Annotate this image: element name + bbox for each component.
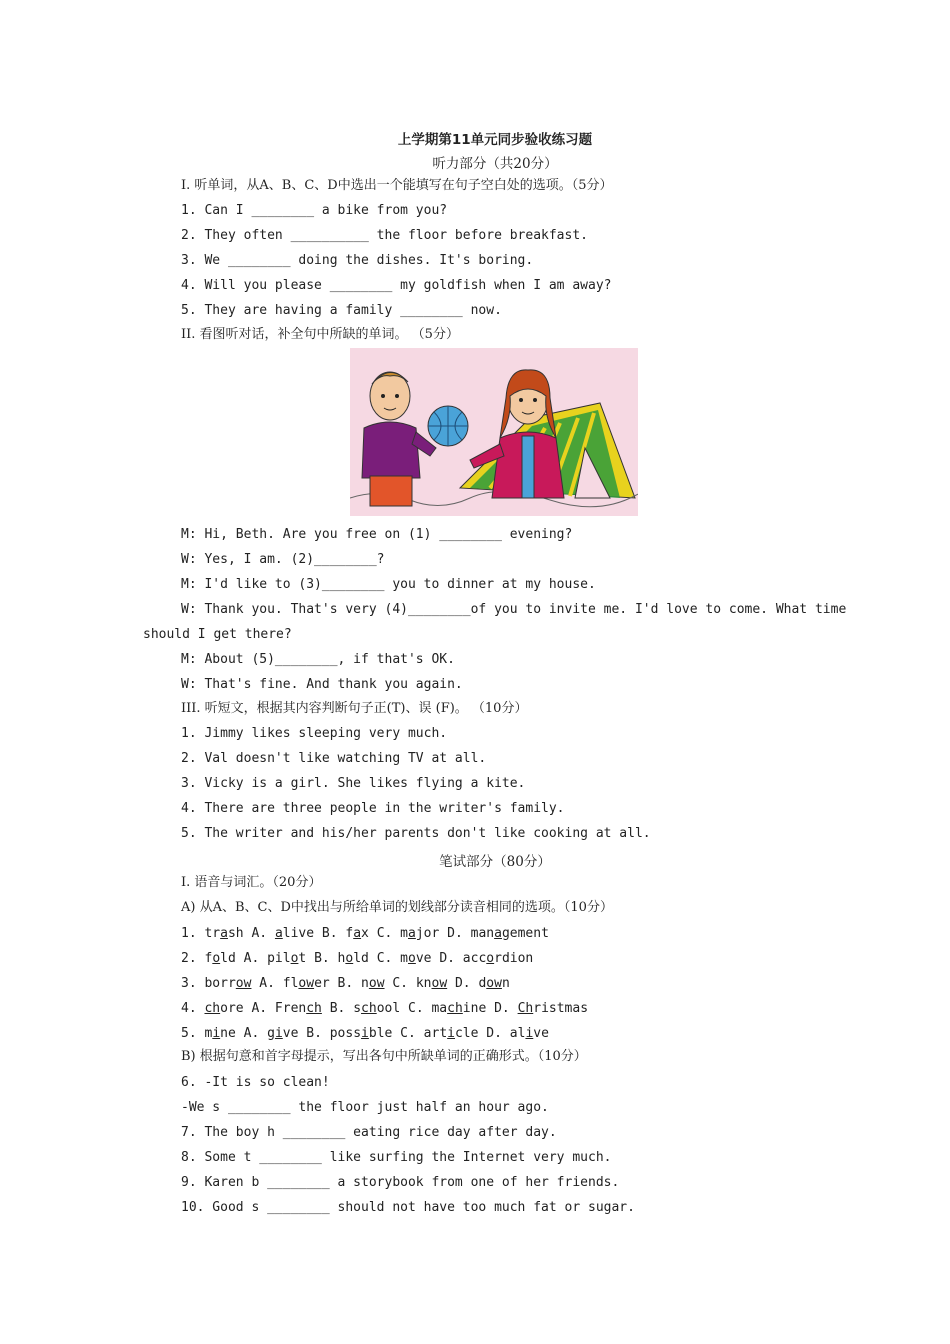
phonics-text: ore A. Fren [220, 1001, 307, 1016]
underlined-letters: a [274, 926, 283, 941]
part1-item: 3. We ________ doing the dishes. It's boring. [181, 253, 534, 268]
part3-item: 2. Val doesn't like watching TV at all. [181, 751, 487, 766]
phonics-item [181, 951, 533, 967]
phonics-text: er B. n [314, 976, 369, 991]
fill-item: 8. Some t ________ like surfing the Internet very much. [181, 1150, 612, 1165]
phonics-text: D. d [447, 976, 487, 991]
part2-heading: II. 看图听对话，补全句中所缺的单词。 （5分） [181, 327, 459, 342]
underlined-letters: ow [298, 976, 315, 991]
phonics-text: 1. tr [181, 926, 221, 941]
underlined-letters: o [290, 951, 299, 966]
phonics-text: ne A. g [220, 1026, 275, 1041]
dialogue-line: M: About (5)________, if that's OK. [181, 652, 455, 667]
phonics-text: ristmas [533, 1001, 589, 1016]
underlined-letters: o [345, 951, 354, 966]
underlined-letters: a [353, 926, 362, 941]
underlined-letters: o [212, 951, 221, 966]
fill-item: 10. Good s ________ should not have too much fat or sugar. [181, 1200, 635, 1215]
phonics-text: rdion [494, 951, 534, 966]
underlined-letters: i [447, 1026, 455, 1041]
underlined-letters: a [494, 926, 502, 941]
phonics-text: A. fl [251, 976, 299, 991]
dialogue-line: M: I'd like to (3)________ you to dinner at my house. [181, 577, 596, 592]
basketball-icon [428, 406, 468, 446]
phonics-text: x C. m [361, 926, 409, 941]
underlined-letters: ch [306, 1001, 322, 1016]
underlined-letters: ow [235, 976, 252, 991]
underlined-letters: ow [368, 976, 385, 991]
underlined-letters: a [408, 926, 416, 941]
phonics-text: 4. [181, 1001, 205, 1016]
fill-item: -We s ________ the floor just half an hour ago. [181, 1100, 549, 1115]
part1-item: 4. Will you please ________ my goldfish when I am away? [181, 278, 612, 293]
underlined-letters: i [525, 1026, 534, 1041]
underlined-letters: a [220, 926, 228, 941]
phonics-text: B. s [321, 1001, 362, 1016]
phonics-item [181, 1026, 549, 1042]
phonics-item [181, 926, 549, 942]
underlined-letters: Ch [517, 1001, 534, 1016]
phonics-text: ve D. acc [415, 951, 487, 966]
fill-item: 9. Karen b ________ a storybook from one of her friends. [181, 1175, 620, 1190]
page-title: 上学期第11单元同步验收练习题 [397, 132, 593, 148]
phonics-text: sh A. [227, 926, 275, 941]
part1-heading: I. 听单词，从A、B、C、D中选出一个能填写在句子空白处的选项。（5分） [181, 178, 613, 193]
underlined-letters: ch [204, 1001, 221, 1016]
written-header: 笔试部分（80分） [439, 854, 551, 870]
underlined-letters: o [408, 951, 416, 966]
fill-item: 6. -It is so clean! [181, 1075, 330, 1090]
phonics-text: jor D. man [415, 926, 495, 941]
underlined-letters: ch [447, 1001, 463, 1016]
phonics-text: ld C. m [353, 951, 409, 966]
phonics-text: ve [533, 1026, 549, 1041]
phonics-text: ve B. poss [282, 1026, 362, 1041]
phonics-text: 2. f [181, 951, 213, 966]
underlined-letters: i [361, 1026, 369, 1041]
dialogue-line: W: Thank you. That's very (4)________of you to invite me. I'd love to come. What time [181, 602, 847, 617]
fill-item: 7. The boy h ________ eating rice day after day. [181, 1125, 557, 1140]
phonics-text: cle D. al [454, 1026, 526, 1041]
dialogue-illustration [350, 348, 638, 516]
dialogue-line: M: Hi, Beth. Are you free on (1) ________ evening? [181, 527, 573, 542]
section1-heading: I. 语音与词汇。（20分） [181, 875, 322, 890]
underlined-letters: i [274, 1026, 283, 1041]
underlined-letters: i [212, 1026, 221, 1041]
part3-item: 1. Jimmy likes sleeping very much. [181, 726, 448, 741]
part1-item: 2. They often __________ the floor before breakfast. [181, 228, 588, 243]
phonics-text: gement [501, 926, 549, 941]
dialogue-line: W: That's fine. And thank you again. [181, 677, 463, 692]
part3-item: 5. The writer and his/her parents don't like cooking at all. [181, 826, 651, 841]
phonics-text: ble C. art [368, 1026, 448, 1041]
part3-heading: III. 听短文，根据其内容判断句子正(T)、误 (F)。 （10分） [181, 701, 528, 716]
phonics-item [181, 976, 510, 992]
partA-heading: A) 从A、B、C、D中找出与所给单词的划线部分读音相同的选项。（10分） [181, 900, 613, 915]
phonics-text: 3. borr [181, 976, 236, 991]
phonics-text: ine D. [462, 1001, 518, 1016]
phonics-text: live B. f [282, 926, 354, 941]
phonics-text: t B. h [298, 951, 346, 966]
part3-item: 3. Vicky is a girl. She likes flying a kite. [181, 776, 526, 791]
part1-item: 1. Can I ________ a bike from you? [181, 203, 448, 218]
dialogue-line: should I get there? [143, 627, 292, 642]
phonics-item [181, 1001, 588, 1017]
phonics-text: 5. m [181, 1026, 213, 1041]
part1-item: 5. They are having a family ________ now. [181, 303, 502, 318]
phonics-text: C. kn [384, 976, 432, 991]
underlined-letters: ow [486, 976, 502, 991]
underlined-letters: ch [361, 1001, 377, 1016]
part3-item: 4. There are three people in the writer's family. [181, 801, 565, 816]
dialogue-line: W: Yes, I am. (2)________? [181, 552, 385, 567]
underlined-letters: ow [431, 976, 448, 991]
underlined-letters: o [486, 951, 495, 966]
phonics-text: ld A. pil [220, 951, 291, 966]
listening-header: 听力部分（共20分） [432, 156, 558, 172]
partB-heading: B) 根据句意和首字母提示，写出各句中所缺单词的正确形式。（10分） [181, 1049, 587, 1064]
phonics-text: ool C. ma [376, 1001, 448, 1016]
phonics-text: n [501, 976, 510, 991]
